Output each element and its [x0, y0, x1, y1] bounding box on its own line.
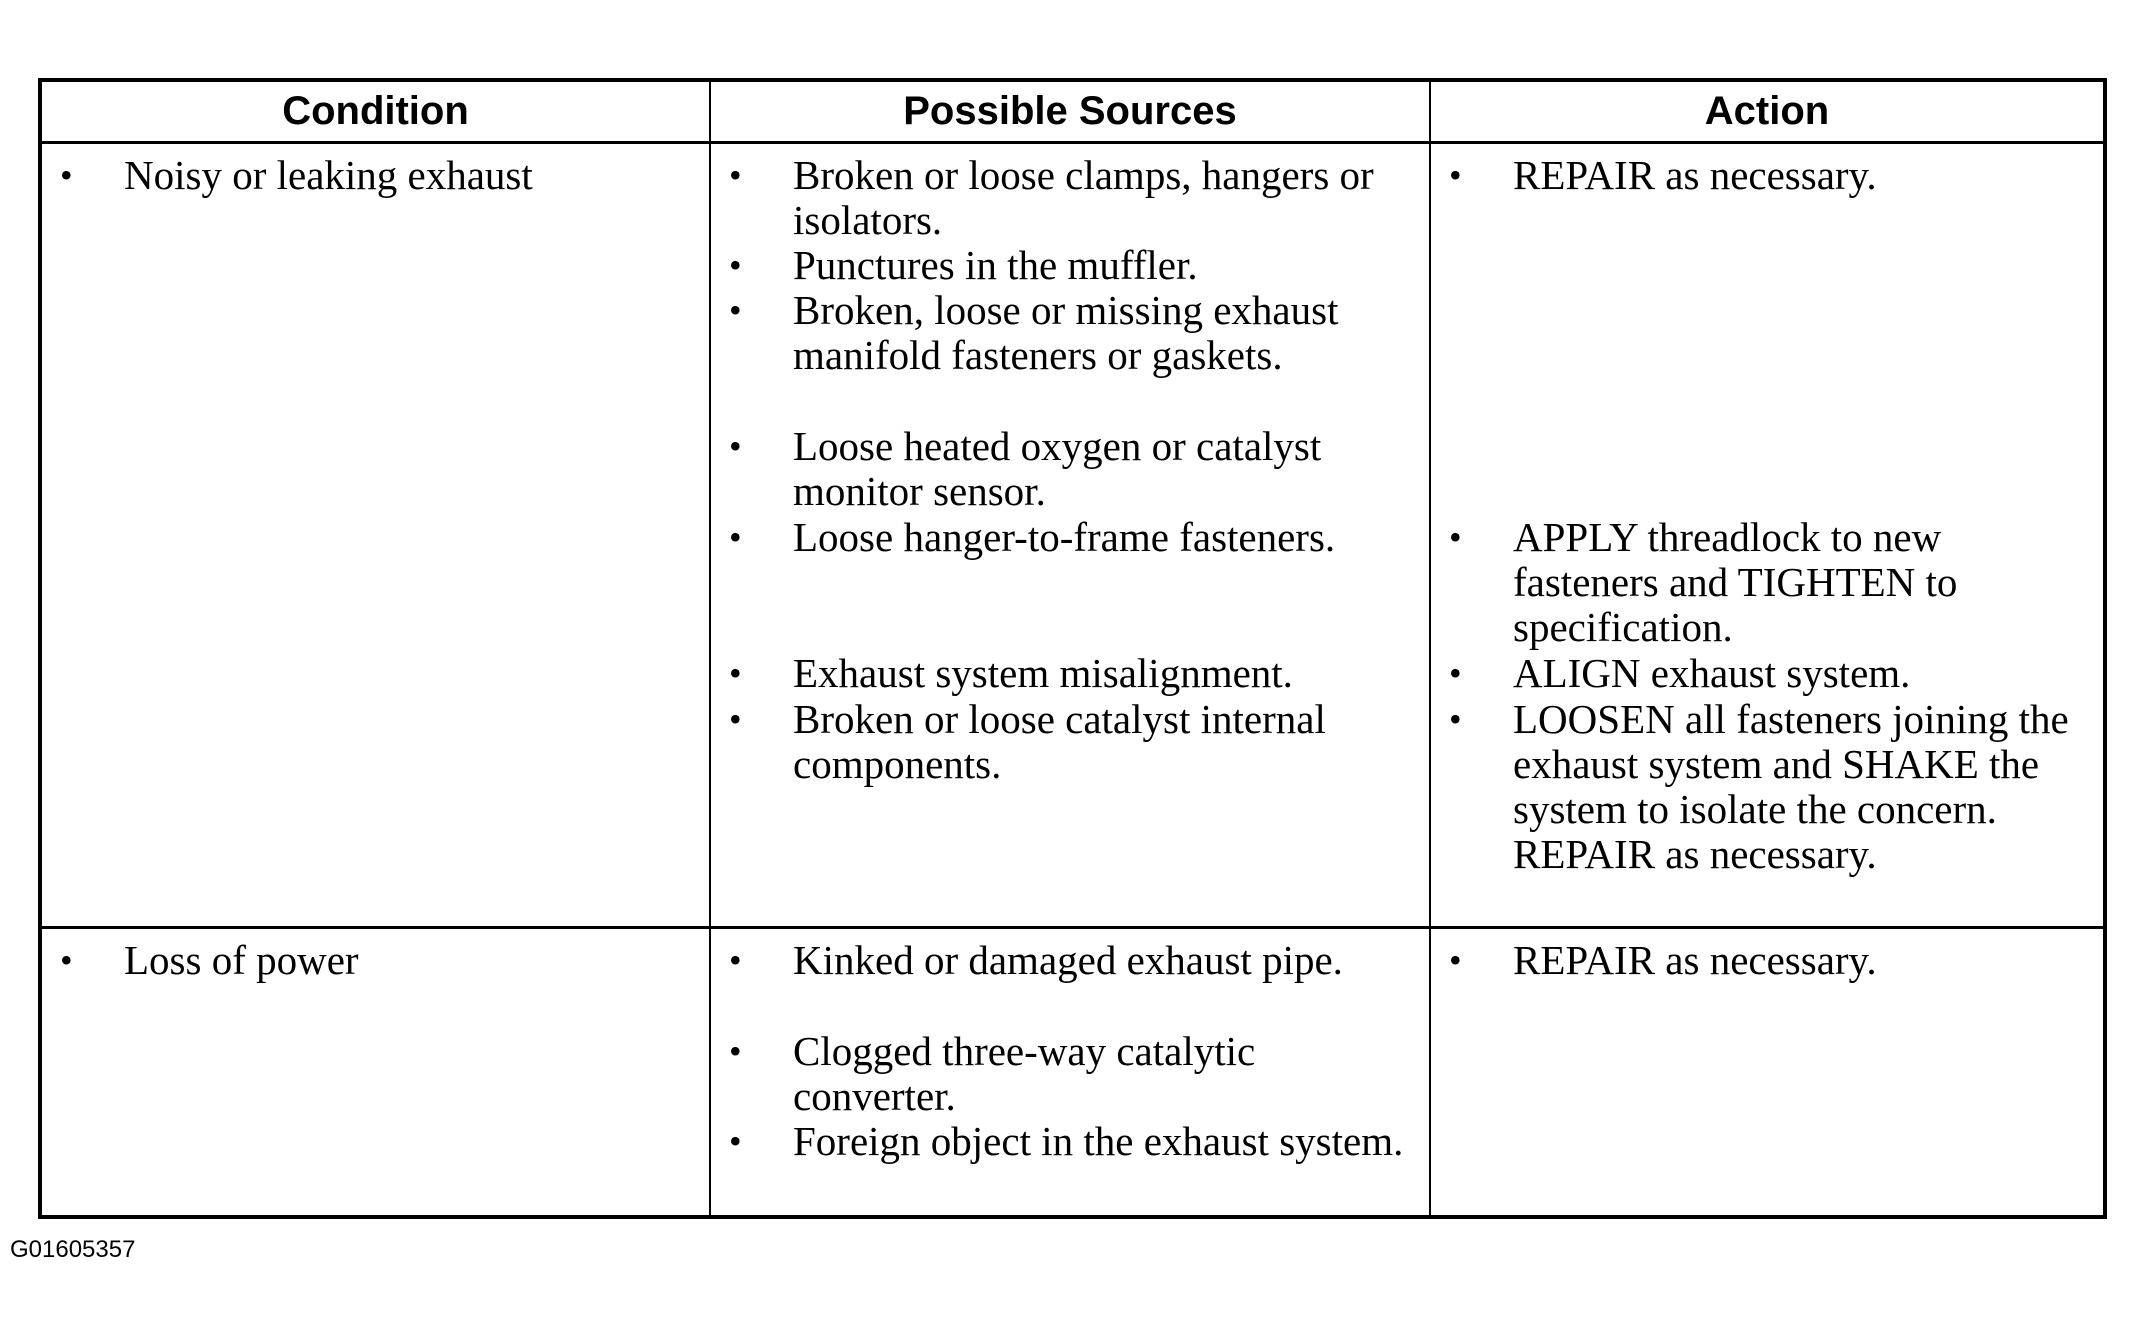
table-row [40, 142, 2105, 927]
list-item: • ALIGN exhaust system. [1449, 649, 1911, 696]
list-item: • Kinked or damaged exhaust pipe. [729, 936, 1343, 983]
bullet-icon: • [60, 154, 73, 195]
table-row [40, 927, 2105, 1217]
bullet-icon: • [729, 939, 742, 980]
bullet-icon: • [729, 154, 742, 195]
list-item: • Loose heated oxygen or catalyst monitor sensor. [729, 422, 1322, 514]
list-item: • Broken, loose or missing exhaust manifold fasteners or gaskets. [729, 286, 1339, 378]
bullet-icon: • [1449, 516, 1462, 557]
bullet-icon: • [60, 939, 73, 980]
list-item: • Foreign object in the exhaust system. [729, 1117, 1404, 1164]
bullet-icon: • [1449, 939, 1462, 980]
header-action: Action [1430, 80, 2105, 142]
list-item: • Loss of power [60, 936, 359, 983]
list-item: • Punctures in the muffler. [729, 241, 1198, 288]
bullet-icon: • [729, 698, 742, 739]
list-item: • REPAIR as necessary. [1449, 936, 1877, 983]
header-possible-sources: Possible Sources [710, 80, 1430, 142]
bullet-icon: • [729, 425, 742, 466]
action-cell [1430, 927, 2105, 1217]
list-item: • Loose hanger-to-frame fasteners. [729, 513, 1336, 560]
header-condition: Condition [40, 80, 710, 142]
bullet-icon: • [729, 1030, 742, 1071]
bullet-icon: • [1449, 652, 1462, 693]
bullet-icon: • [729, 652, 742, 693]
condition-cell [40, 927, 710, 1217]
bullet-icon: • [729, 1120, 742, 1161]
diagnosis-table [38, 78, 2107, 1219]
list-item: • Noisy or leaking exhaust [60, 151, 533, 198]
sources-cell [710, 927, 1430, 1217]
sources-cell [710, 142, 1430, 927]
list-item: • Broken or loose clamps, hangers or isolators. [729, 151, 1374, 243]
bullet-icon: • [1449, 698, 1462, 739]
bullet-icon: • [729, 244, 742, 285]
bullet-icon: • [1449, 154, 1462, 195]
list-item: • APPLY threadlock to new fasteners and TIGHTEN to specification. [1449, 513, 1958, 650]
header-row [40, 80, 2105, 142]
list-item: • Broken or loose catalyst internal components. [729, 695, 1326, 787]
figure-code: G01605357 [10, 1236, 136, 1263]
action-cell [1430, 142, 2105, 927]
list-item: • LOOSEN all fasteners joining the exhaust system and SHAKE the system to isolate the concern. REPAIR as necessary. [1449, 695, 2069, 877]
list-item: • Exhaust system misalignment. [729, 649, 1293, 696]
bullet-icon: • [729, 289, 742, 330]
condition-cell [40, 142, 710, 927]
list-item: • REPAIR as necessary. [1449, 151, 1877, 198]
list-item: • Clogged three-way catalytic converter. [729, 1027, 1256, 1119]
bullet-icon: • [729, 516, 742, 557]
